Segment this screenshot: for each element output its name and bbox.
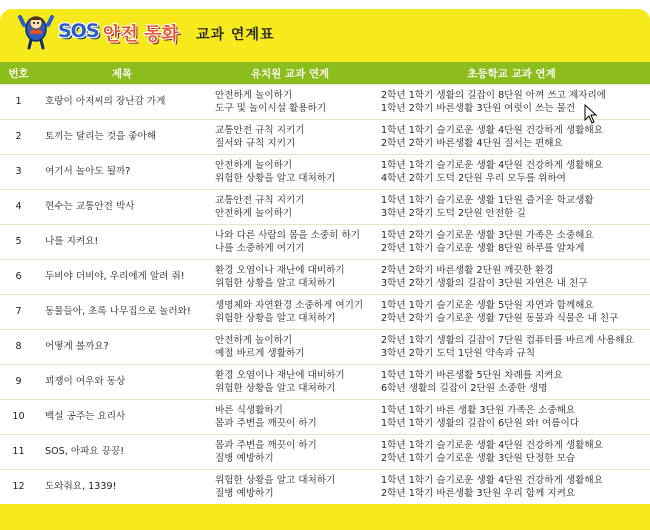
kindergarten-item: 도구 및 놀이시설 활용하기 [215,103,327,114]
kindergarten-links [207,155,373,190]
elementary-item: 2학년 2학기 슬기로운 생활 7단원 동물과 식물은 내 친구 [381,313,619,324]
curriculum-table [0,62,650,504]
kindergarten-item: 위험한 상황을 알고 대처하기 [215,383,336,394]
row-number: 3 [0,155,37,190]
row-number: 11 [0,435,37,470]
kindergarten-item: 교통안전 규칙 지키기 [215,124,305,136]
kindergarten-item: 환경 오염이나 재난에 대비하기 [215,264,345,276]
elementary-links [373,330,650,365]
row-number: 7 [0,295,37,330]
elementary-links [373,155,650,190]
kindergarten-item: 교통안전 규칙 지키기 [215,194,305,206]
elementary-item: 4학년 2학기 도덕 2단원 우리 모두를 위하여 [381,173,566,184]
kindergarten-item: 질병 예방하기 [215,488,274,499]
kindergarten-links [207,85,373,120]
row-number: 2 [0,120,37,155]
elementary-item: 1학년 1학기 바른생활 5단원 차례를 지켜요 [381,369,563,381]
elementary-links [373,260,650,295]
row-number: 5 [0,225,37,260]
kindergarten-links [207,295,373,330]
elementary-item: 3학년 2학기 도덕 1단원 약속과 규칙 [381,348,536,359]
elementary-item: 2학년 2학기 바른생활 2단원 깨끗한 환경 [381,264,554,276]
row-number: 8 [0,330,37,365]
mouse-cursor-icon [584,104,598,124]
elementary-links [373,435,650,470]
table-row [0,155,650,190]
elementary-item: 1학년 1학기 바른 생활 3단원 가족은 소중해요 [381,404,576,416]
kindergarten-item: 나와 다른 사람의 몸을 소중히 하기 [215,229,360,241]
table-row [0,400,650,435]
table-row [0,365,650,400]
elementary-links [373,190,650,225]
row-number: 6 [0,260,37,295]
story-title: 토끼는 달리는 것을 좋아해 [37,120,207,155]
logo-sos: SOS [58,20,99,42]
kindergarten-item: 안전하게 놀이하기 [215,159,293,171]
kindergarten-links [207,470,373,505]
kindergarten-item: 질병 예방하기 [215,453,274,464]
table-row [0,295,650,330]
elementary-item: 1학년 1학기 슬기로운 생활 4단원 건강하게 생활해요 [381,159,603,171]
table-row [0,85,650,120]
kindergarten-item: 나를 소중하게 여기기 [215,243,305,254]
kindergarten-item: 위험한 상황을 알고 대처하기 [215,313,336,324]
story-title: 동물들아, 초록 나무집으로 놀러와! [37,295,207,330]
table-row [0,470,650,505]
kindergarten-links [207,365,373,400]
table-row [0,120,650,155]
kindergarten-links [207,400,373,435]
story-title: 호랑이 아저씨의 장난감 가게 [37,85,207,120]
elementary-links [373,400,650,435]
kindergarten-links [207,190,373,225]
table-row [0,225,650,260]
column-header-kindergarten: 유치원 교과 연계 [207,62,373,85]
row-number: 4 [0,190,37,225]
kindergarten-item: 안전하게 놀이하기 [215,334,293,346]
kindergarten-item: 안전하게 놀이하기 [215,89,293,101]
elementary-item: 2학년 2학기 바른생활 4단원 질서는 편해요 [381,138,563,149]
kindergarten-links [207,330,373,365]
elementary-item: 2학년 1학기 생활의 길잡이 8단원 아껴 쓰고 제자리에 [381,89,607,101]
story-title: 여기서 놀아도 될까? [37,155,207,190]
elementary-item: 1학년 1학기 슬기로운 생활 4단원 건강하게 생활해요 [381,474,603,486]
elementary-item: 2학년 1학기 슬기로운 생활 8단원 하루를 알차게 [381,243,585,254]
elementary-item: 1학년 2학기 슬기로운 생활 3단원 가족은 소중해요 [381,229,594,241]
kindergarten-item: 몸과 주변을 깨끗이 하기 [215,418,317,429]
table-row [0,260,650,295]
kindergarten-item: 위험한 상황을 알고 대처하기 [215,278,336,289]
story-title: 나를 지켜요! [37,225,207,260]
logo-title: 안전 동화 [103,24,179,45]
kindergarten-item: 안전하게 놀이하기 [215,208,293,219]
row-number: 12 [0,470,37,505]
elementary-links [373,365,650,400]
story-title: 도와줘요, 1339! [37,470,207,505]
kindergarten-item: 예절 바르게 생활하기 [215,348,305,359]
elementary-links [373,470,650,505]
elementary-item: 1학년 1학기 슬기로운 생활 1단원 즐거운 학교생활 [381,194,594,206]
column-header-elementary: 초등학교 교과 연계 [373,62,650,85]
elementary-links [373,120,650,155]
table-row [0,330,650,365]
elementary-links [373,225,650,260]
table-row [0,190,650,225]
kindergarten-item: 몸과 주변을 깨끗이 하기 [215,439,317,451]
kindergarten-links [207,435,373,470]
story-title: SOS, 아파요 끙끙! [37,435,207,470]
kindergarten-links [207,260,373,295]
kindergarten-links [207,225,373,260]
story-title: 현수는 교통안전 박사 [37,190,207,225]
elementary-item: 3학년 2학기 생활의 길잡이 3단원 자연은 내 친구 [381,278,588,289]
elementary-item: 2학년 1학기 슬기로운 생활 3단원 단정한 모습 [381,453,576,464]
kindergarten-item: 생명체와 자연환경 소중하게 여기기 [215,299,364,311]
elementary-item: 3학년 2학기 도덕 2단원 안전한 길 [381,208,526,219]
elementary-item: 6학년 생활의 길잡이 2단원 소중한 생명 [381,383,548,394]
elementary-item: 1학년 1학기 슬기로운 생활 4단원 건강하게 생활해요 [381,124,603,136]
table-row [0,435,650,470]
elementary-links [373,295,650,330]
row-number: 10 [0,400,37,435]
story-title: 꾀쟁이 여우와 동상 [37,365,207,400]
elementary-links [373,85,650,120]
elementary-item: 1학년 1학기 생활의 길잡이 6단원 와! 여름이다 [381,418,580,429]
elementary-item: 2학년 1학기 바른생활 3단원 우리 함께 지켜요 [381,488,576,499]
row-number: 9 [0,365,37,400]
column-header-title: 제목 [37,62,207,85]
table-header-row [0,62,650,85]
elementary-item: 2학년 1학기 생활의 길잡이 7단원 컴퓨터를 바르게 사용해요 [381,334,634,346]
page-subtitle: 교과 연계표 [196,27,275,43]
story-title: 백설 공주는 요리사 [37,400,207,435]
kindergarten-item: 바른 식생활하기 [215,404,283,416]
page-header [0,9,650,56]
elementary-item: 1학년 2학기 바른생활 3단원 여럿이 쓰는 물건 [381,103,576,114]
story-title: 두비야 더비야, 우리에게 알려 줘! [37,260,207,295]
elementary-item: 1학년 1학기 슬기로운 생활 5단원 자연과 함께해요 [381,299,594,311]
kindergarten-links [207,120,373,155]
mascot-icon [16,11,56,51]
table-body [0,85,650,505]
kindergarten-item: 질서와 규칙 지키기 [215,138,296,149]
story-title: 어떻게 볼까요? [37,330,207,365]
column-header-no: 번호 [0,62,37,85]
row-number: 1 [0,85,37,120]
kindergarten-item: 위험한 상황을 알고 대처하기 [215,474,336,486]
elementary-item: 1학년 1학기 슬기로운 생활 4단원 건강하게 생활해요 [381,439,603,451]
kindergarten-item: 환경 오염이나 재난에 대비하기 [215,369,345,381]
kindergarten-item: 위험한 상황을 알고 대처하기 [215,173,336,184]
